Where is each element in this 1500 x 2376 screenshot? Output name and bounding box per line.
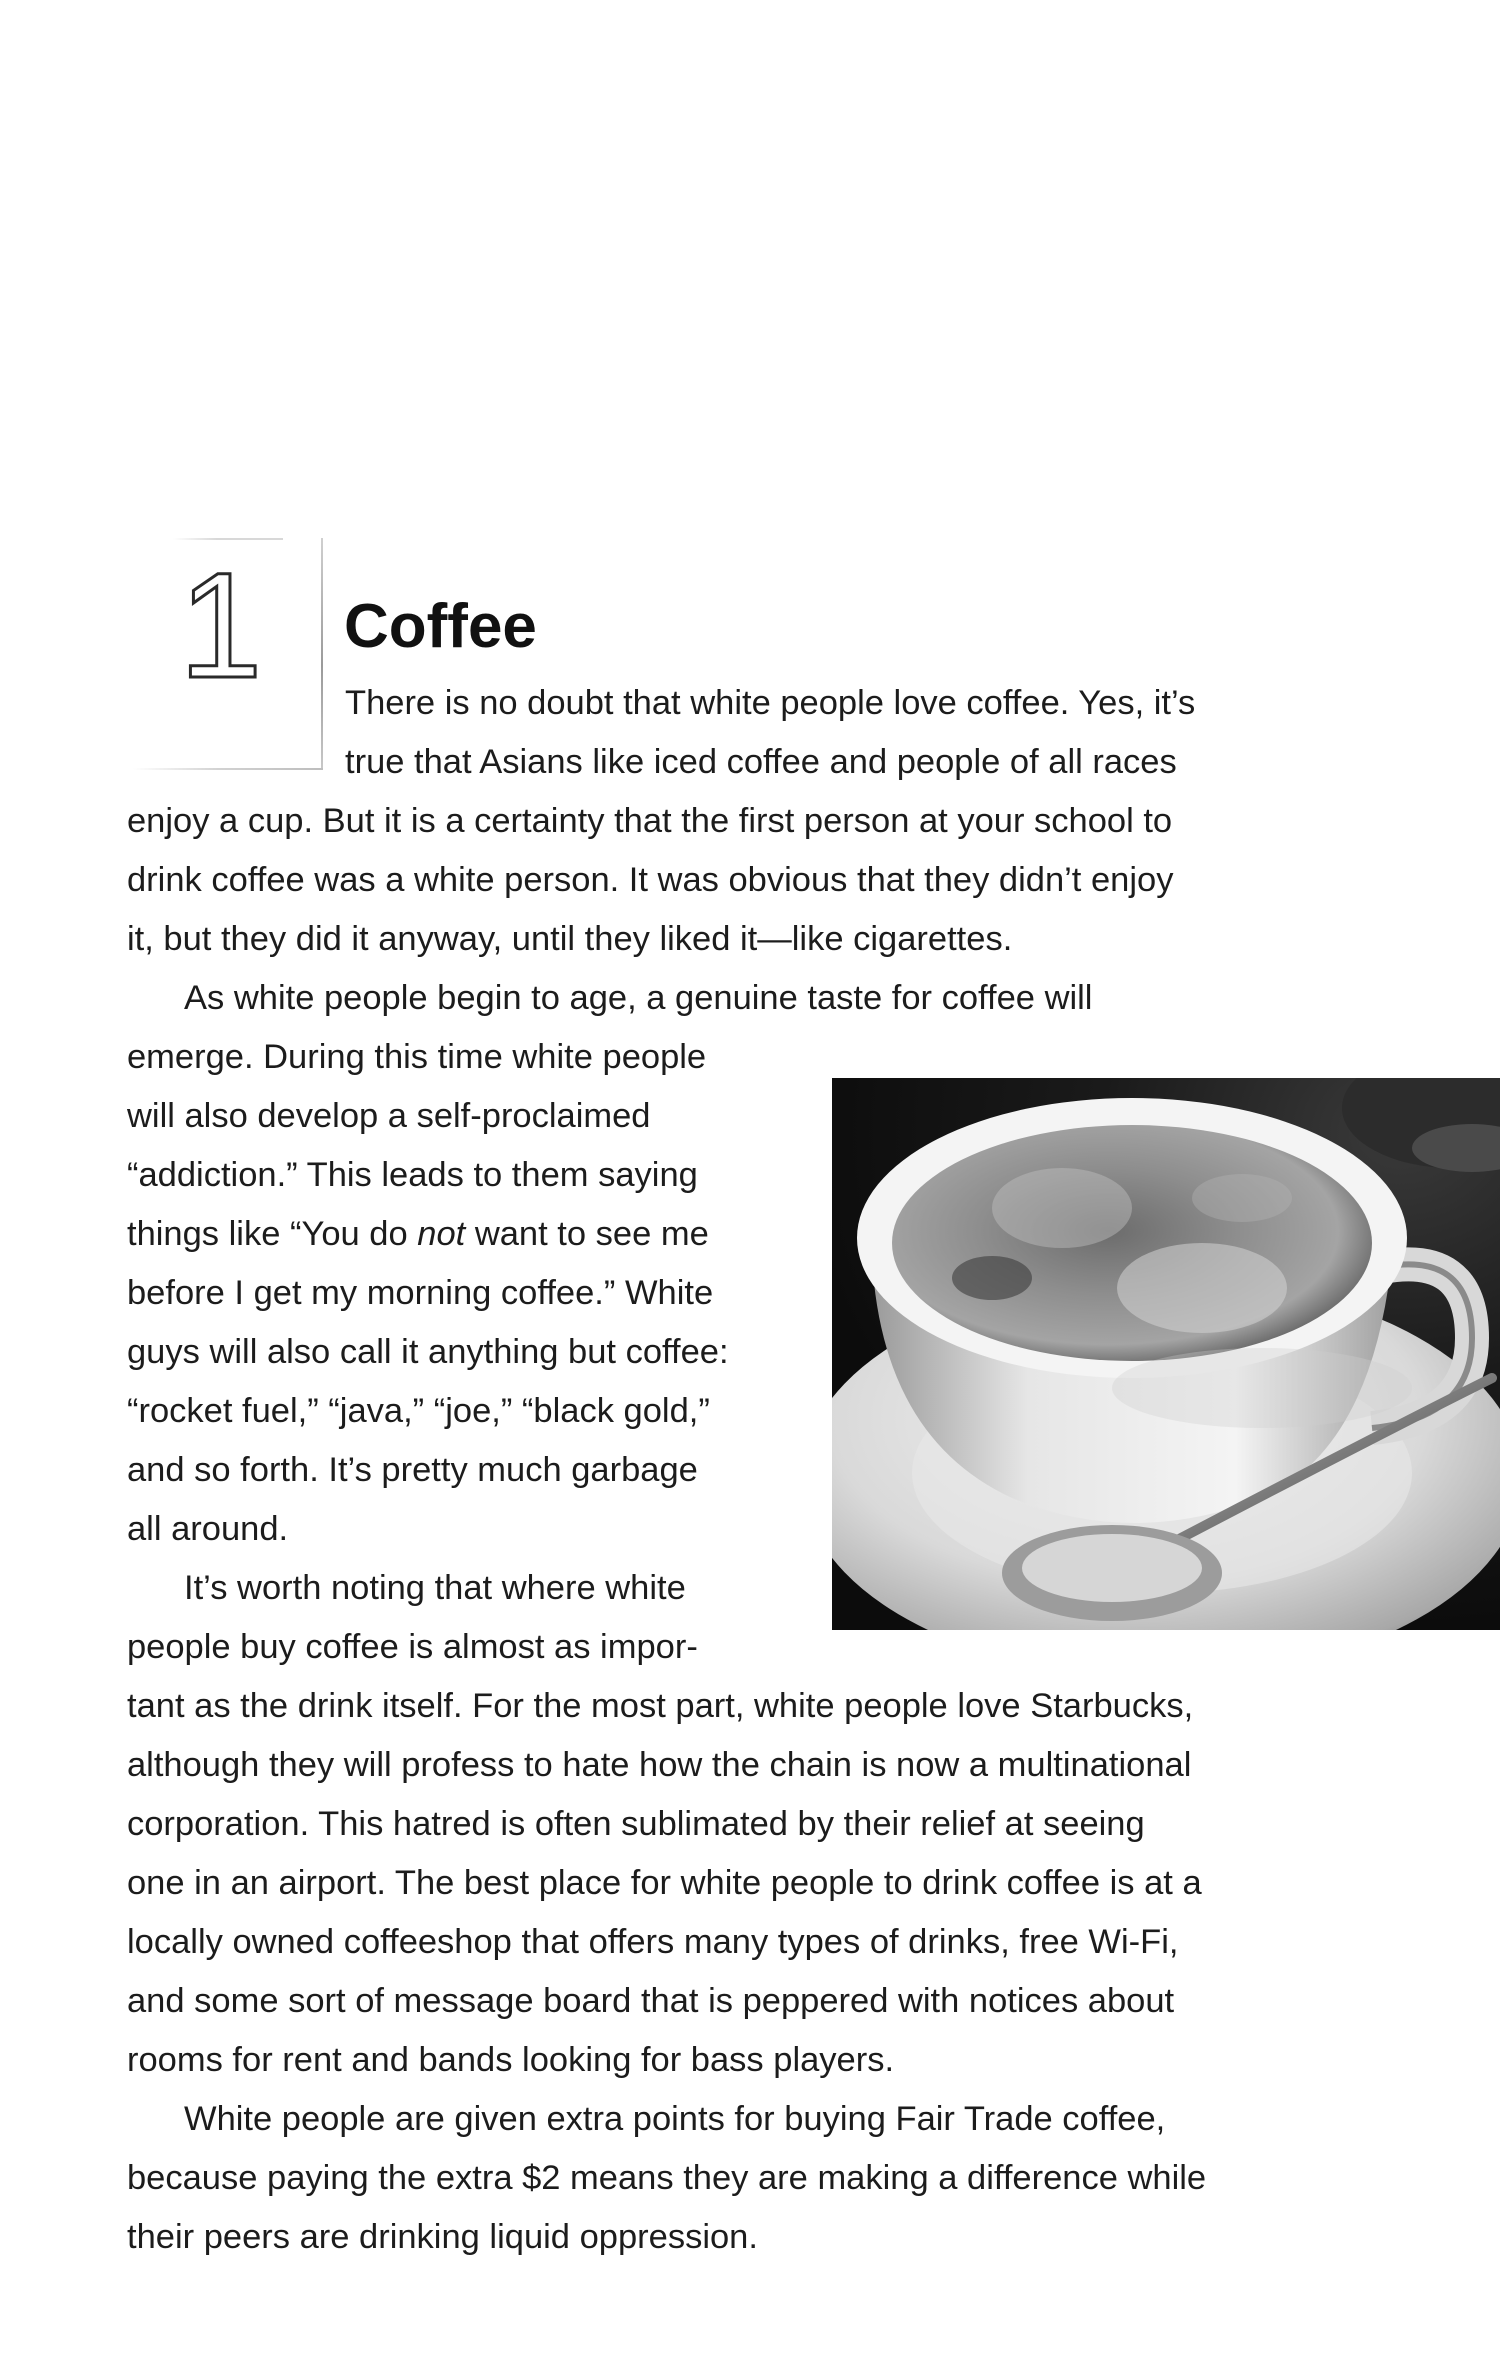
text-run: things like “You do [127, 1215, 418, 1253]
text-line: before I get my morning coffee.” White [127, 1274, 714, 1312]
text-run: want to see me [465, 1215, 709, 1253]
text-line: emerge. During this time white people [127, 1038, 707, 1076]
text-line: tant as the drink itself. For the most part, white people love Starbucks, [127, 1687, 1194, 1725]
text-line: because paying the extra $2 means they are making a difference while [127, 2159, 1207, 2197]
coffee-cup-photo [832, 1078, 1500, 1630]
text-line: White people are given extra points for buying Fair Trade coffee, [184, 2100, 1166, 2138]
text-line: their peers are drinking liquid oppression. [127, 2218, 758, 2256]
box-bottom-rule [133, 768, 323, 770]
coffee-cup-image [832, 1078, 1500, 1630]
text-line: and some sort of message board that is peppered with notices about [127, 1982, 1175, 2020]
text-line: “rocket fuel,” “java,” “joe,” “black gold,” [127, 1392, 710, 1430]
text-line: locally owned coffeeshop that offers many types of drinks, free Wi-Fi, [127, 1923, 1179, 1961]
text-line: rooms for rent and bands looking for bass players. [127, 2041, 895, 2079]
text-line: it, but they did it anyway, until they liked it—like cigarettes. [127, 920, 1013, 958]
text-line: one in an airport. The best place for white people to drink coffee is at a [127, 1864, 1202, 1902]
text-line: will also develop a self-proclaimed [127, 1097, 651, 1135]
text-line: It’s worth noting that where white [184, 1569, 686, 1607]
box-top-rule [173, 538, 283, 540]
chapter-number: 1 [179, 541, 263, 709]
text-line: enjoy a cup. But it is a certainty that the first person at your school to [127, 802, 1173, 840]
text-line: people buy coffee is almost as impor- [127, 1628, 698, 1666]
text-line: all around. [127, 1510, 289, 1548]
text-line: There is no doubt that white people love coffee. Yes, it’s [345, 684, 1196, 722]
text-line: and so forth. It’s pretty much garbage [127, 1451, 698, 1489]
text-line [127, 1217, 709, 1252]
box-right-rule [321, 538, 323, 770]
text-line: corporation. This hatred is often sublimated by their relief at seeing [127, 1805, 1145, 1843]
chapter-number-box [133, 538, 323, 770]
emphasis-text: not [417, 1215, 466, 1253]
text-line: drink coffee was a white person. It was obvious that they didn’t enjoy [127, 861, 1174, 899]
text-line: although they will profess to hate how the chain is now a multinational [127, 1746, 1192, 1784]
text-line: true that Asians like iced coffee and people of all races [345, 743, 1177, 781]
chapter-title: Coffee [344, 592, 537, 661]
text-line: “addiction.” This leads to them saying [127, 1156, 698, 1194]
text-line: As white people begin to age, a genuine taste for coffee will [184, 979, 1093, 1017]
text-line: guys will also call it anything but coffee: [127, 1333, 729, 1371]
